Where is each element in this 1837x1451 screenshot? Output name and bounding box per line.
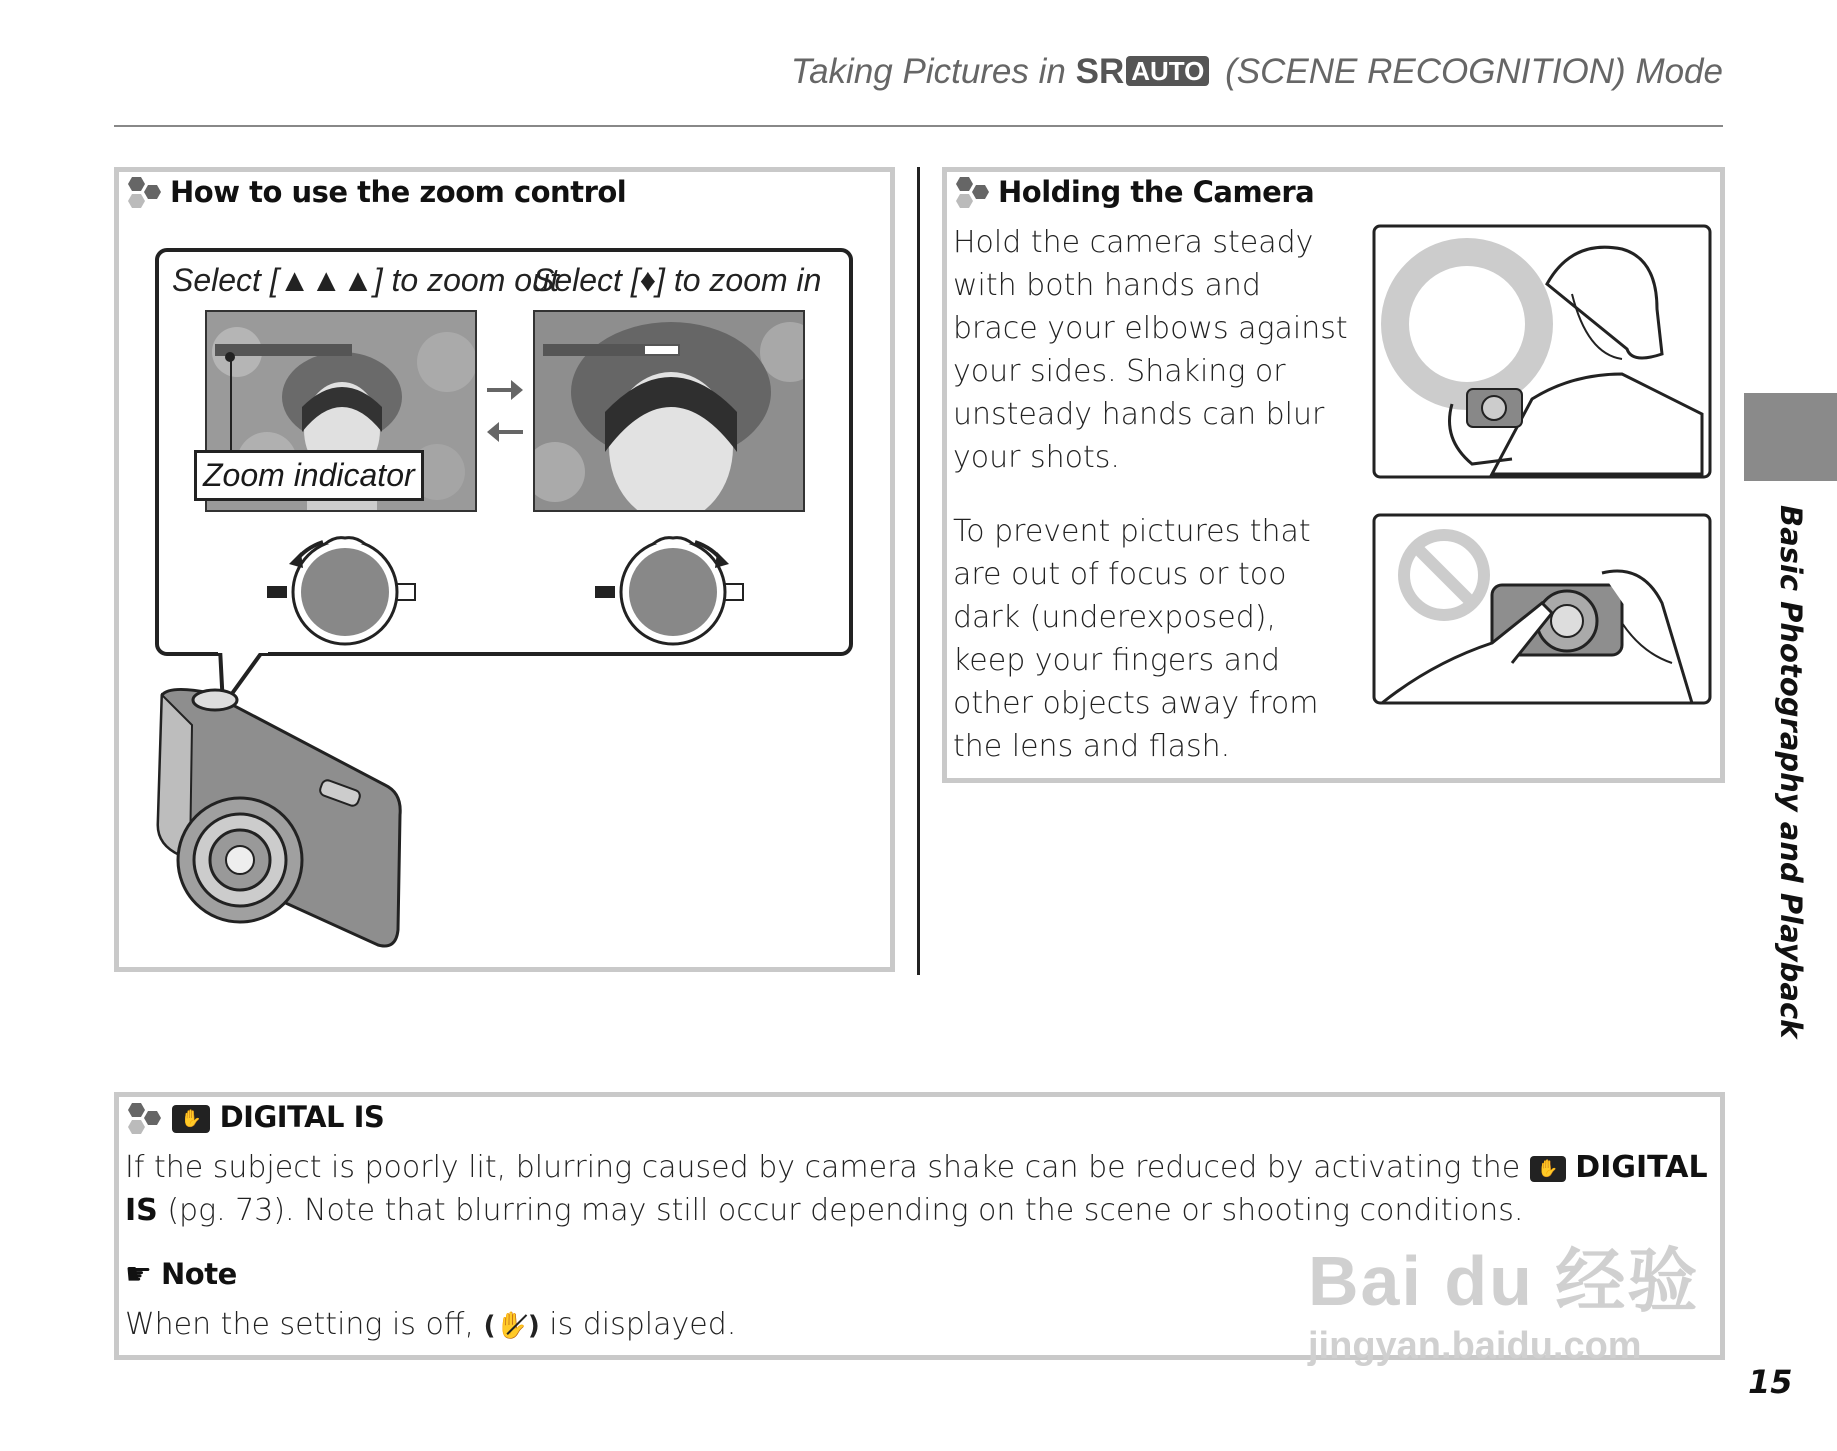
holding-section-title: Holding the Camera xyxy=(998,175,1315,209)
indicator-leader-dot xyxy=(225,352,235,362)
digital-is-body-text-1: If the subject is poorly lit, blurring caused by camera shake can be reduced by activating the xyxy=(125,1150,1521,1185)
zoom-dial-wide xyxy=(265,530,425,650)
zoom-indicator-wide xyxy=(215,344,352,356)
column-divider xyxy=(917,167,920,975)
arrow-icons xyxy=(485,372,525,447)
digital-is-icon: ✋ xyxy=(172,1105,210,1133)
chapter-tab-label: Basic Photography and Playback xyxy=(1774,505,1808,1039)
header-suffix: (SCENE RECOGNITION) Mode xyxy=(1215,52,1723,91)
incorrect-hold-illustration xyxy=(1372,513,1712,705)
page-header xyxy=(791,52,1723,92)
caption-zoom-in: Select [♦] to zoom in xyxy=(533,262,822,298)
holding-paragraph-1: Hold the camera steady with both hands and brace your elbows against your sides. Shaking or unsteady hands can blur your shots. xyxy=(953,225,1348,475)
header-prefix: Taking Pictures in xyxy=(790,52,1076,91)
watermark-url: jingyan.baidu.com xyxy=(1308,1325,1642,1367)
zoom-dial-tele xyxy=(593,530,753,650)
note-body-text-1: When the setting is off, xyxy=(125,1307,475,1342)
pointing-hand-icon: ☛ xyxy=(125,1257,152,1292)
indicator-leader-line xyxy=(230,356,232,454)
header-rule xyxy=(114,125,1723,127)
note-body xyxy=(125,1303,1325,1348)
watermark-brand: Bai du 经验 xyxy=(1308,1242,1700,1320)
digital-is-body xyxy=(125,1146,1715,1232)
correct-hold-illustration xyxy=(1372,224,1712,479)
zoom-indicator-tele xyxy=(543,344,680,356)
is-off-icon: (✋̸) xyxy=(483,1311,540,1341)
zoom-level-fill-wide xyxy=(217,346,350,354)
digital-is-body-text-2: (pg. 73). Note that blurring may still occur depending on the scene or shooting conditions. xyxy=(167,1193,1524,1228)
note-body-text-2: is displayed. xyxy=(549,1307,737,1342)
arrow-right-icon xyxy=(487,380,523,400)
sr-label: SR xyxy=(1075,52,1125,91)
caption-zoom-out: Select [▲▲▲] to zoom out xyxy=(172,262,559,298)
zoom-level-fill-tele xyxy=(545,346,645,354)
camera-illustration xyxy=(150,675,410,960)
section-hex-icon xyxy=(124,176,166,212)
arrow-left-icon xyxy=(487,422,523,442)
zoom-indicator-label: Zoom indicator xyxy=(194,450,424,501)
digital-is-body-bold: DIGITAL IS xyxy=(125,1150,1708,1228)
digital-is-title-row xyxy=(172,1100,384,1134)
photo-tele xyxy=(533,310,805,512)
section-hex-icon xyxy=(952,176,994,212)
auto-badge: AUTO xyxy=(1126,56,1209,86)
chapter-tab xyxy=(1744,393,1837,481)
note-heading xyxy=(125,1257,237,1292)
section-hex-icon xyxy=(124,1102,166,1138)
note-title: Note xyxy=(161,1257,237,1291)
digital-is-title: DIGITAL IS xyxy=(219,1100,385,1134)
zoom-section-title: How to use the zoom control xyxy=(170,175,627,209)
digital-is-inline-icon: ✋ xyxy=(1530,1156,1566,1182)
holding-paragraph-2: To prevent pictures that are out of focus or too dark (underexposed), keep your fingers and other objects away from the lens and flash. xyxy=(953,514,1319,764)
page-number: 15 xyxy=(1748,1363,1793,1401)
